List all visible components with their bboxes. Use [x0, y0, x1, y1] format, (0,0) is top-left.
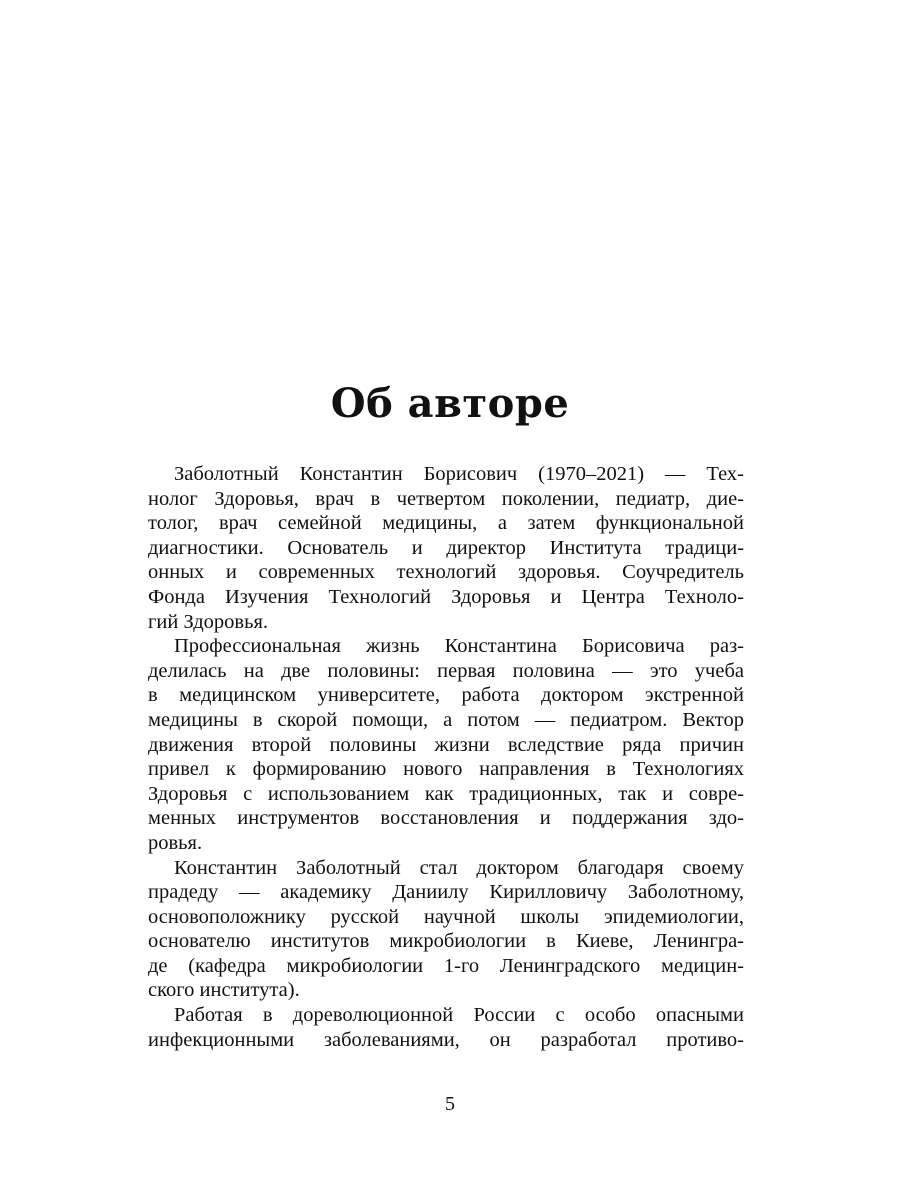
text-line: основоположнику русской научной школы эпидемиологии,	[148, 905, 744, 928]
text-line: ровья.	[148, 831, 203, 854]
text-line: Константин Заболотный стал доктором благодаря своему	[174, 856, 744, 879]
body-text	[148, 462, 744, 1052]
text-line: диагностики. Основатель и директор Института традици-	[148, 536, 744, 559]
text-line: де (кафедра микробиологии 1-го Ленинградского медицин-	[148, 954, 744, 977]
chapter-title: Об авторе	[330, 380, 570, 427]
text-line: инфекционными заболеваниями, он разработал противо-	[148, 1028, 744, 1051]
text-line: медицины в скорой помощи, а потом — педиатром. Вектор	[148, 708, 744, 731]
text-line: Здоровья с использованием как традиционных, так и совре-	[148, 782, 744, 805]
text-line: толог, врач семейной медицины, а затем функциональной	[148, 512, 744, 535]
text-line: Фонда Изучения Технологий Здоровья и Центра Техноло-	[148, 585, 744, 608]
text-line: в медицинском университете, работа доктором экстренной	[148, 684, 744, 707]
text-line: Профессиональная жизнь Константина Борисовича раз-	[174, 635, 744, 658]
paragraph	[148, 634, 744, 855]
text-line: онных и современных технологий здоровья. Соучредитель	[148, 561, 744, 584]
text-line: менных инструментов восстановления и поддержания здо-	[148, 807, 744, 830]
text-line: делилась на две половины: первая половина — это учеба	[148, 659, 744, 682]
text-line: прадеду — академику Даниилу Кирилловичу Заболотному,	[148, 881, 744, 904]
text-line: движения второй половины жизни вследствие ряда причин	[148, 733, 744, 756]
paragraph	[148, 856, 744, 1004]
text-line: привел к формированию нового направления в Технологиях	[148, 758, 744, 781]
page-number: 5	[445, 1093, 455, 1115]
text-line: гий Здоровья.	[148, 610, 268, 633]
text-line: Работая в дореволюционной России с особо опасными	[174, 1004, 744, 1027]
paragraph	[148, 1003, 744, 1052]
text-line: Заболотный Константин Борисович (1970–2021) — Тех-	[174, 463, 744, 485]
text-line: нолог Здоровья, врач в четвертом поколении, педиатр, дие-	[148, 487, 744, 510]
paragraph	[148, 462, 744, 634]
text-line: основателю институтов микробиологии в Киеве, Ленингра-	[148, 930, 744, 953]
text-line: ского института).	[148, 979, 300, 1002]
